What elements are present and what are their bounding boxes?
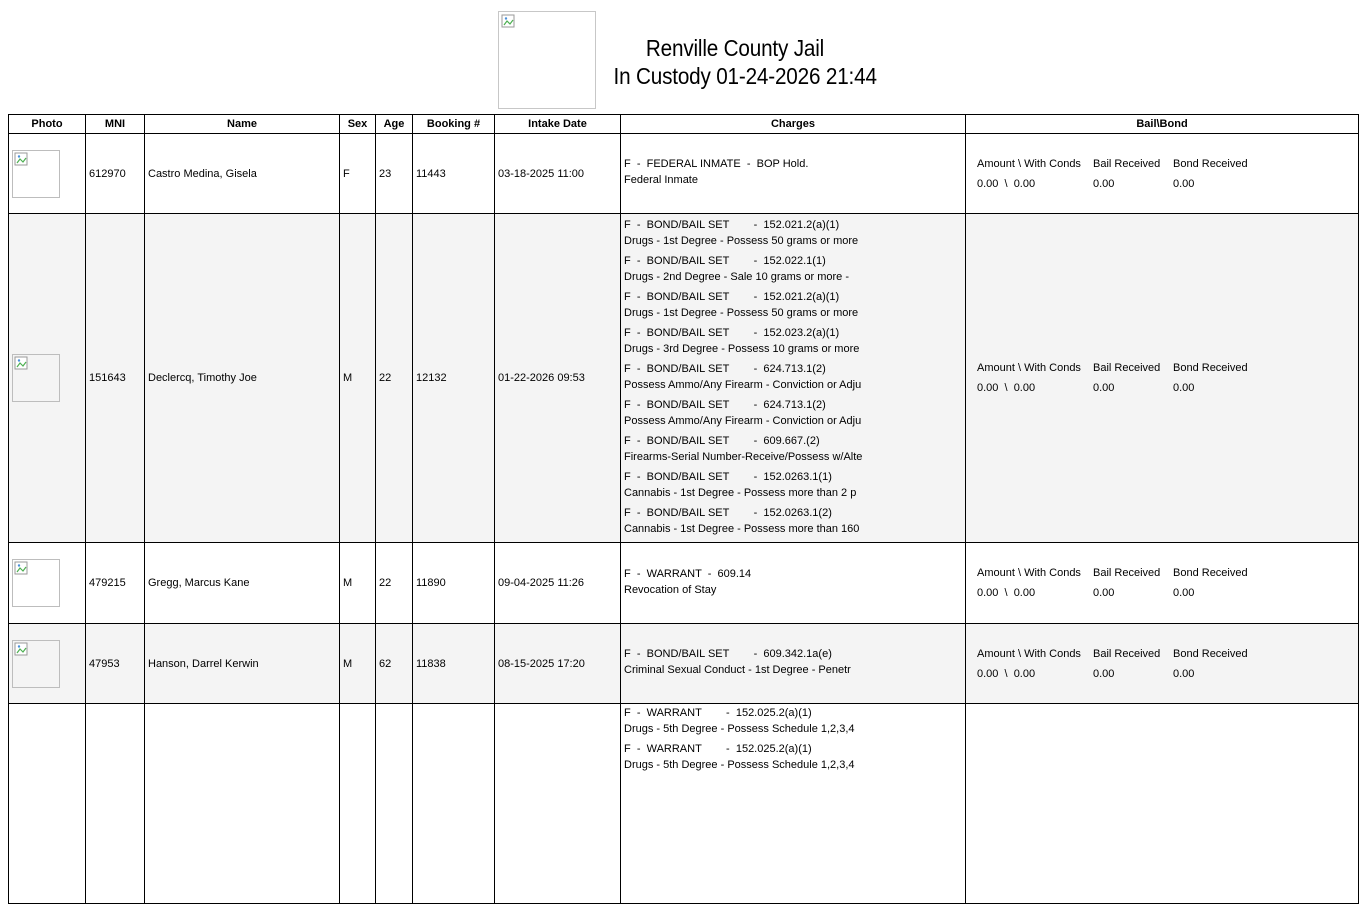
bail-amount-label: Amount \ With Conds [977, 567, 1081, 579]
inmate-photo-cell [9, 704, 86, 904]
inmate-photo-cell [9, 543, 86, 624]
bail-bond-cell [966, 704, 1359, 904]
charges-cell [621, 134, 966, 214]
inmate-photo-image[interactable] [12, 559, 60, 607]
mni-cell: 151643 [86, 214, 145, 543]
name-cell: Castro Medina, Gisela [145, 134, 340, 214]
age-cell: 22 [376, 214, 413, 543]
broken-image-icon [501, 14, 517, 30]
intake-date-cell: 01-22-2026 09:53 [495, 214, 621, 543]
intake-date-cell: 08-15-2025 17:20 [495, 624, 621, 704]
report-header [0, 0, 1366, 114]
charges-cell [621, 704, 966, 904]
bail-bond-cell [966, 543, 1359, 624]
charge-description: Drugs - 2nd Degree - Sale 10 grams or more - [624, 270, 849, 283]
bail-bond-cell [966, 214, 1359, 543]
bail-received-label: Bail Received [1093, 157, 1161, 170]
charges-cell [621, 624, 966, 704]
custody-timestamp: In Custody 01-24-2026 21:44 [613, 63, 877, 89]
bail-amount-value: 0.00 \ 0.00 [977, 382, 1036, 394]
mni-cell: 47953 [86, 624, 145, 704]
charge-item [624, 217, 962, 249]
county-logo-image [498, 11, 596, 109]
charge-code: F - BOND/BAIL SET - 152.022.1(1) [624, 254, 826, 267]
sex-cell [340, 704, 376, 904]
age-cell: 62 [376, 624, 413, 704]
charge-code: F - BOND/BAIL SET - 609.667.(2) [624, 434, 820, 447]
charge-item [624, 253, 962, 285]
charge-item [624, 705, 962, 737]
charge-item [624, 397, 962, 429]
bail-bond-cell [966, 134, 1359, 214]
charge-description: Criminal Sexual Conduct - 1st Degree - Penetr [624, 664, 851, 676]
table-row [9, 624, 1359, 704]
booking-cell: 11890 [413, 543, 495, 624]
inmate-photo-image[interactable] [12, 640, 60, 688]
charge-description: Drugs - 5th Degree - Possess Schedule 1,2,3,4 [624, 723, 855, 735]
charge-code: F - BOND/BAIL SET - 609.342.1a(e) [624, 648, 832, 660]
booking-cell: 11443 [413, 134, 495, 214]
broken-image-icon [14, 356, 30, 372]
inmate-photo-cell [9, 624, 86, 704]
column-header-bail-bond: Bail\Bond [966, 115, 1359, 134]
mni-cell: 479215 [86, 543, 145, 624]
bail-amount-value: 0.00 \ 0.00 [977, 177, 1036, 190]
bond-received-value: 0.00 [1173, 177, 1195, 190]
column-header-intake-date: Intake Date [495, 115, 621, 134]
charge-code: F - WARRANT - 152.025.2(a)(1) [624, 707, 812, 719]
bail-received-value: 0.00 [1093, 177, 1115, 190]
bond-received-label: Bond Received [1173, 362, 1248, 374]
bail-amount-value: 0.00 \ 0.00 [977, 667, 1036, 680]
bail-received-label: Bail Received [1093, 362, 1161, 374]
table-header-row [9, 115, 1359, 134]
charge-item [624, 566, 962, 598]
sex-cell: M [340, 624, 376, 704]
charge-item [624, 433, 962, 465]
table-row [9, 134, 1359, 214]
charge-code: F - BOND/BAIL SET - 624.713.1(2) [624, 362, 826, 375]
inmate-roster-table [8, 114, 1359, 904]
broken-image-icon [14, 561, 30, 577]
jail-title: Renville County Jail [645, 35, 825, 61]
bail-amount-label: Amount \ With Conds [977, 157, 1081, 170]
bail-grid [969, 567, 1355, 599]
bail-received-label: Bail Received [1093, 647, 1161, 660]
charges-cell [621, 214, 966, 543]
charge-description: Revocation of Stay [624, 583, 717, 596]
charge-description: Possess Ammo/Any Firearm - Conviction or Adju [624, 378, 862, 391]
column-header-sex: Sex [340, 115, 376, 134]
bond-received-label: Bond Received [1173, 157, 1248, 170]
charge-description: Drugs - 3rd Degree - Possess 10 grams or more [624, 342, 860, 355]
bail-received-value: 0.00 [1093, 587, 1115, 599]
table-row [9, 214, 1359, 543]
charge-description: Possess Ammo/Any Firearm - Conviction or Adju [624, 414, 862, 427]
report-title-block [600, 34, 877, 90]
broken-image-icon [14, 642, 30, 658]
column-header-charges: Charges [621, 115, 966, 134]
charge-code: F - BOND/BAIL SET - 152.0263.1(2) [624, 506, 832, 519]
charge-item [624, 289, 962, 321]
broken-image-icon [14, 152, 30, 168]
inmate-photo-cell [9, 134, 86, 214]
booking-cell: 11838 [413, 624, 495, 704]
charge-code: F - BOND/BAIL SET - 152.021.2(a)(1) [624, 218, 840, 231]
booking-cell [413, 704, 495, 904]
name-cell [145, 704, 340, 904]
bail-amount-label: Amount \ With Conds [977, 647, 1081, 660]
age-cell [376, 704, 413, 904]
charge-item [624, 325, 962, 357]
bond-received-label: Bond Received [1173, 647, 1248, 660]
intake-date-cell: 03-18-2025 11:00 [495, 134, 621, 214]
bond-received-label: Bond Received [1173, 567, 1248, 579]
sex-cell: M [340, 214, 376, 543]
bond-received-value: 0.00 [1173, 587, 1195, 599]
charge-code: F - BOND/BAIL SET - 152.021.2(a)(1) [624, 290, 840, 303]
charge-description: Drugs - 1st Degree - Possess 50 grams or more [624, 234, 859, 247]
bond-received-value: 0.00 [1173, 667, 1195, 680]
name-cell: Declercq, Timothy Joe [145, 214, 340, 543]
charge-code: F - BOND/BAIL SET - 152.0263.1(1) [624, 470, 832, 483]
charge-item [624, 505, 962, 537]
charge-item [624, 741, 962, 773]
bail-amount-label: Amount \ With Conds [977, 362, 1081, 374]
column-header-photo: Photo [9, 115, 86, 134]
charge-description: Cannabis - 1st Degree - Possess more than 160 [624, 522, 860, 535]
charge-item [624, 361, 962, 393]
charge-description: Cannabis - 1st Degree - Possess more than 2 p [624, 486, 857, 499]
bond-received-value: 0.00 [1173, 382, 1195, 394]
inmate-photo-cell [9, 214, 86, 543]
charges-cell [621, 543, 966, 624]
intake-date-cell [495, 704, 621, 904]
charge-item [624, 646, 962, 678]
bail-received-value: 0.00 [1093, 382, 1115, 394]
charge-code: F - FEDERAL INMATE - BOP Hold. [624, 158, 809, 170]
bail-bond-cell [966, 624, 1359, 704]
bail-grid [969, 362, 1355, 394]
charge-code: F - BOND/BAIL SET - 152.023.2(a)(1) [624, 326, 840, 339]
bail-grid [969, 158, 1355, 190]
charge-description: Drugs - 5th Degree - Possess Schedule 1,2,3,4 [624, 759, 855, 771]
sex-cell: F [340, 134, 376, 214]
inmate-photo-image[interactable] [12, 150, 60, 198]
sex-cell: M [340, 543, 376, 624]
age-cell: 22 [376, 543, 413, 624]
column-header-name: Name [145, 115, 340, 134]
bail-received-label: Bail Received [1093, 567, 1161, 579]
charge-item [624, 469, 962, 501]
charge-description: Federal Inmate [624, 174, 698, 186]
column-header-age: Age [376, 115, 413, 134]
name-cell: Hanson, Darrel Kerwin [145, 624, 340, 704]
column-header-mni: MNI [86, 115, 145, 134]
table-row [9, 543, 1359, 624]
charge-code: F - BOND/BAIL SET - 624.713.1(2) [624, 398, 826, 411]
charge-description: Firearms-Serial Number-Receive/Possess w/Alte [624, 450, 863, 463]
charge-code: F - WARRANT - 152.025.2(a)(1) [624, 743, 812, 755]
roster-body [9, 134, 1359, 904]
intake-date-cell: 09-04-2025 11:26 [495, 543, 621, 624]
charge-code: F - WARRANT - 609.14 [624, 567, 752, 580]
table-row [9, 704, 1359, 904]
charge-item [624, 156, 962, 188]
charge-description: Drugs - 1st Degree - Possess 50 grams or more [624, 306, 859, 319]
column-header-booking: Booking # [413, 115, 495, 134]
mni-cell [86, 704, 145, 904]
bail-amount-value: 0.00 \ 0.00 [977, 587, 1036, 599]
age-cell: 23 [376, 134, 413, 214]
bail-grid [969, 648, 1355, 680]
name-cell: Gregg, Marcus Kane [145, 543, 340, 624]
bail-received-value: 0.00 [1093, 667, 1115, 680]
mni-cell: 612970 [86, 134, 145, 214]
booking-cell: 12132 [413, 214, 495, 543]
inmate-photo-image[interactable] [12, 354, 60, 402]
